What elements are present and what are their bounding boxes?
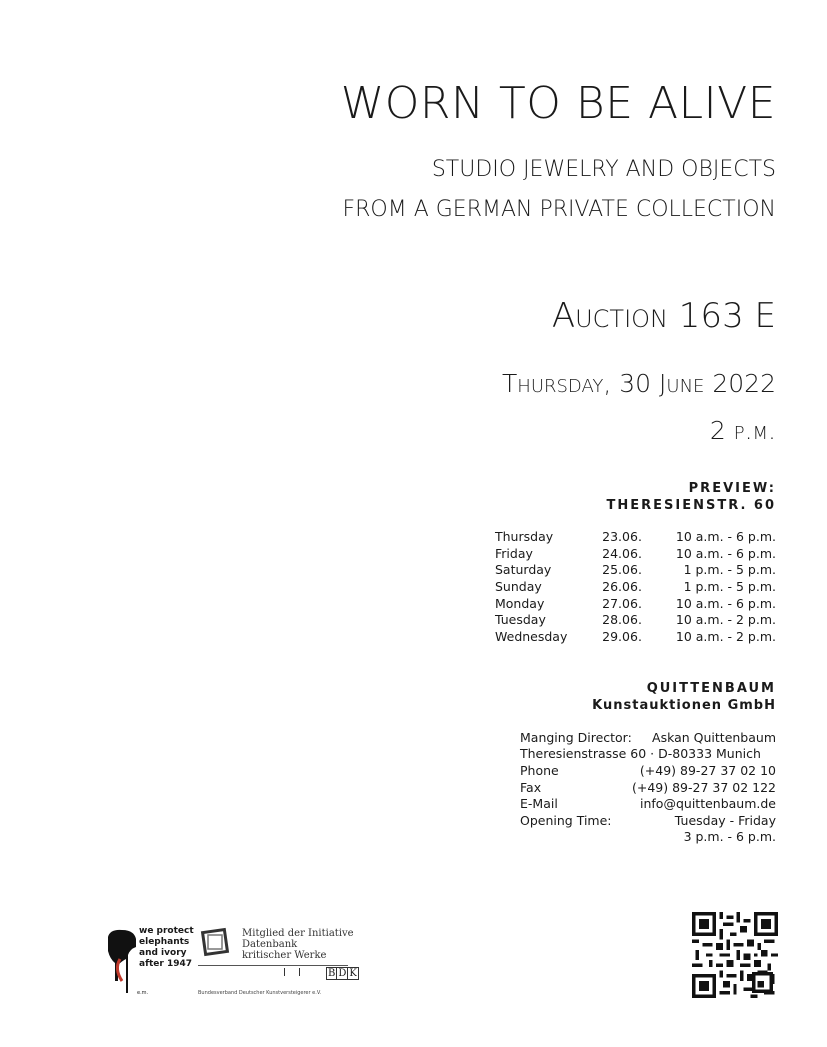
bdk-logo: B D K	[328, 968, 357, 979]
contact-row	[520, 829, 776, 846]
elephant-logo-text: we protect elephants and ivory after 1947	[139, 926, 194, 969]
contact-row	[520, 729, 776, 746]
company-name: QUITTENBAUM	[646, 681, 776, 696]
phone-number: (+49) 89-27 37 02 10	[639, 762, 776, 778]
schedule-hours: 1 p.m. - 5 p.m.	[683, 562, 776, 578]
contact-label: Opening Time:	[520, 812, 612, 828]
bdk-logo-small-text: Bundesverband Deutscher Kunstversteigerer e.V.	[198, 990, 322, 996]
schedule-date: 26.06.	[602, 578, 642, 594]
preview-location: THERESIENSTR. 60	[606, 498, 776, 513]
contact-row	[520, 762, 776, 779]
contact-label: Manging Director:	[520, 729, 632, 745]
contact-address: Theresienstrasse 60 · D-80333 Munich	[520, 746, 761, 762]
contact-row	[520, 812, 776, 829]
auction-number: Auction 163 E	[551, 296, 776, 336]
schedule-hours: 10 a.m. - 6 p.m.	[675, 595, 776, 611]
company-subtitle: Kunstauktionen GmbH	[592, 698, 776, 713]
schedule-row	[495, 561, 776, 578]
schedule-day: Tuesday	[495, 612, 546, 628]
schedule-date: 27.06.	[602, 595, 642, 611]
catalog-subtitle-line-2: FROM A GERMAN PRIVATE COLLECTION	[342, 197, 776, 222]
contact-table	[520, 729, 776, 845]
schedule-row	[495, 611, 776, 628]
schedule-day: Friday	[495, 545, 533, 561]
dkw-logo-text: Mitglied der Initiative Datenbank kritischer Werke	[242, 928, 354, 961]
schedule-date: 29.06.	[602, 628, 642, 644]
schedule-hours: 10 a.m. - 6 p.m.	[675, 528, 776, 544]
contact-row	[520, 746, 776, 763]
schedule-day: Wednesday	[495, 628, 568, 644]
contact-label	[520, 829, 632, 846]
schedule-date: 24.06.	[602, 545, 642, 561]
schedule-day: Monday	[495, 595, 545, 611]
schedule-date: 25.06.	[602, 562, 642, 578]
logo-tick	[299, 968, 300, 976]
schedule-day: Thursday	[495, 528, 554, 544]
schedule-day: Sunday	[495, 578, 542, 594]
preview-schedule-table	[495, 528, 776, 645]
elephant-logo-small-text: e.m.	[137, 990, 149, 996]
logo-divider	[198, 965, 348, 966]
email-address: info@quittenbaum.de	[640, 796, 776, 812]
logo-tick	[284, 968, 285, 976]
schedule-day: Saturday	[495, 562, 552, 578]
contact-row	[520, 779, 776, 796]
contact-label: E-Mail	[520, 796, 558, 812]
schedule-row	[495, 528, 776, 545]
contact-label: Phone	[520, 762, 559, 778]
catalog-subtitle-line-1: STUDIO JEWELRY AND OBJECTS	[431, 157, 776, 182]
schedule-row	[495, 628, 776, 645]
auction-time: 2 p.m.	[709, 416, 776, 445]
schedule-hours: 10 a.m. - 6 p.m.	[675, 545, 776, 561]
schedule-row	[495, 578, 776, 595]
preview-heading: PREVIEW:	[688, 481, 776, 496]
schedule-hours: 1 p.m. - 5 p.m.	[683, 578, 776, 594]
schedule-hours: 10 a.m. - 2 p.m.	[675, 628, 776, 644]
schedule-row	[495, 545, 776, 562]
opening-days: Tuesday - Friday	[674, 812, 776, 828]
auction-date: Thursday, 30 June 2022	[502, 369, 776, 398]
fax-number: (+49) 89-27 37 02 122	[631, 779, 776, 795]
qr-code-icon[interactable]	[692, 912, 778, 998]
opening-hours: 3 p.m. - 6 p.m.	[683, 829, 776, 845]
schedule-row	[495, 595, 776, 612]
contact-label: Fax	[520, 779, 542, 795]
schedule-date: 23.06.	[602, 528, 642, 544]
schedule-hours: 10 a.m. - 2 p.m.	[675, 612, 776, 628]
schedule-date: 28.06.	[602, 612, 642, 628]
contact-value: Askan Quittenbaum	[652, 729, 776, 745]
catalog-title: WORN TO BE ALIVE	[340, 78, 776, 129]
contact-row	[520, 795, 776, 812]
